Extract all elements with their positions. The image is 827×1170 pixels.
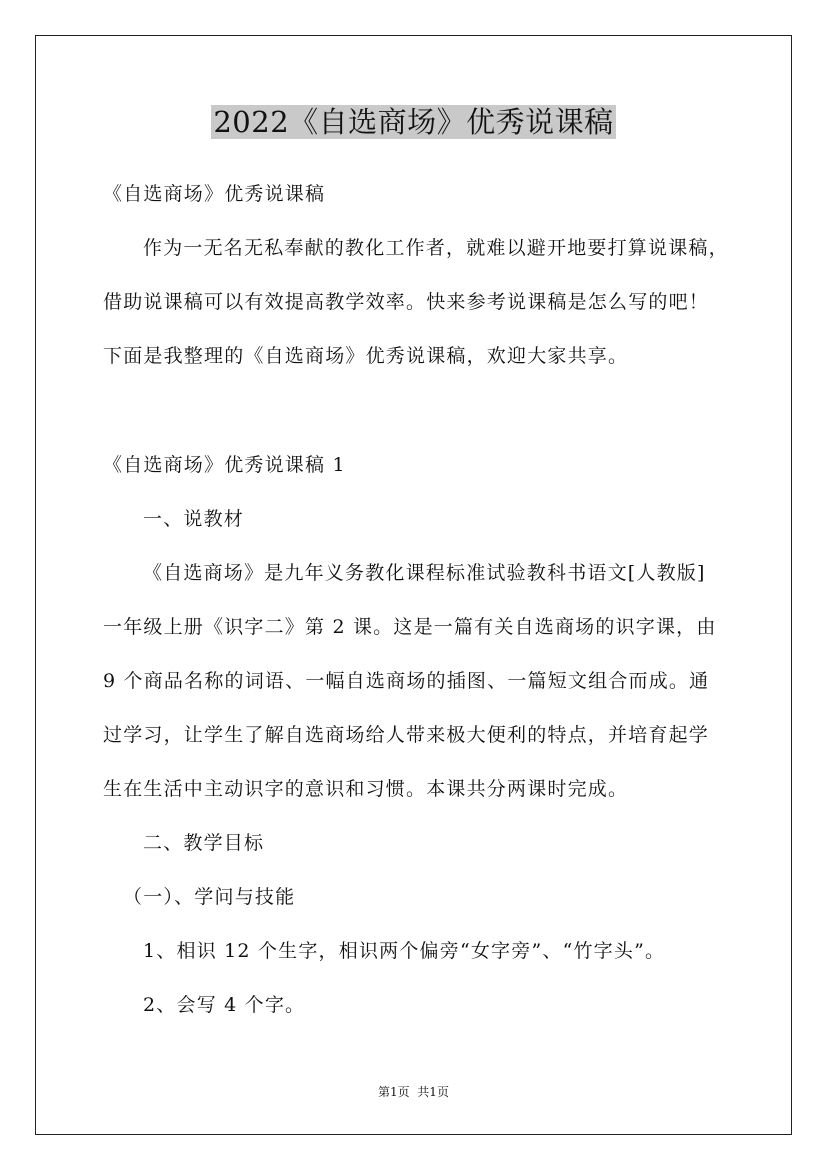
document-title-text: 2022《自选商场》优秀说课稿: [213, 105, 614, 139]
paragraph-line: 借助说课稿可以有效提高教学效率。快来参考说课稿是怎么写的吧！: [103, 291, 710, 313]
subsection-heading: 一、说教材: [143, 508, 245, 530]
document-title: [0, 102, 827, 142]
section-heading: 《自选商场》优秀说课稿 1: [103, 454, 346, 476]
paragraph-line: 过学习，让学生了解自选商场给人带来极大便利的特点，并培育起学: [103, 724, 710, 746]
paragraph-line: 《自选商场》是九年义务教化课程标准试验教科书语文[人教版]: [143, 562, 706, 584]
subsection-heading: 二、教学目标: [143, 832, 265, 854]
paragraph-line: 一年级上册《识字二》第 2 课。这是一篇有关自选商场的识字课，由: [103, 616, 717, 638]
paragraph-line: 下面是我整理的《自选商场》优秀说课稿，欢迎大家共享。: [103, 345, 629, 367]
paragraph-line: 9 个商品名称的词语、一幅自选商场的插图、一篇短文组合而成。通: [103, 670, 710, 692]
paragraph-line: 生在生活中主动识字的意识和习惯。本课共分两课时完成。: [103, 778, 629, 800]
page-footer: 第1页 共1页: [378, 1085, 449, 1099]
document-subtitle: 《自选商场》优秀说课稿: [103, 183, 326, 205]
list-item: 1、相识 12 个生字，相识两个偏旁“女字旁”、“竹字头”。: [143, 940, 666, 962]
list-item: 2、会写 4 个字。: [143, 994, 306, 1016]
paragraph-line: 作为一无名无私奉献的教化工作者，就难以避开地要打算说课稿，: [143, 237, 729, 259]
subsection-heading: （一）、学问与技能: [123, 886, 296, 908]
